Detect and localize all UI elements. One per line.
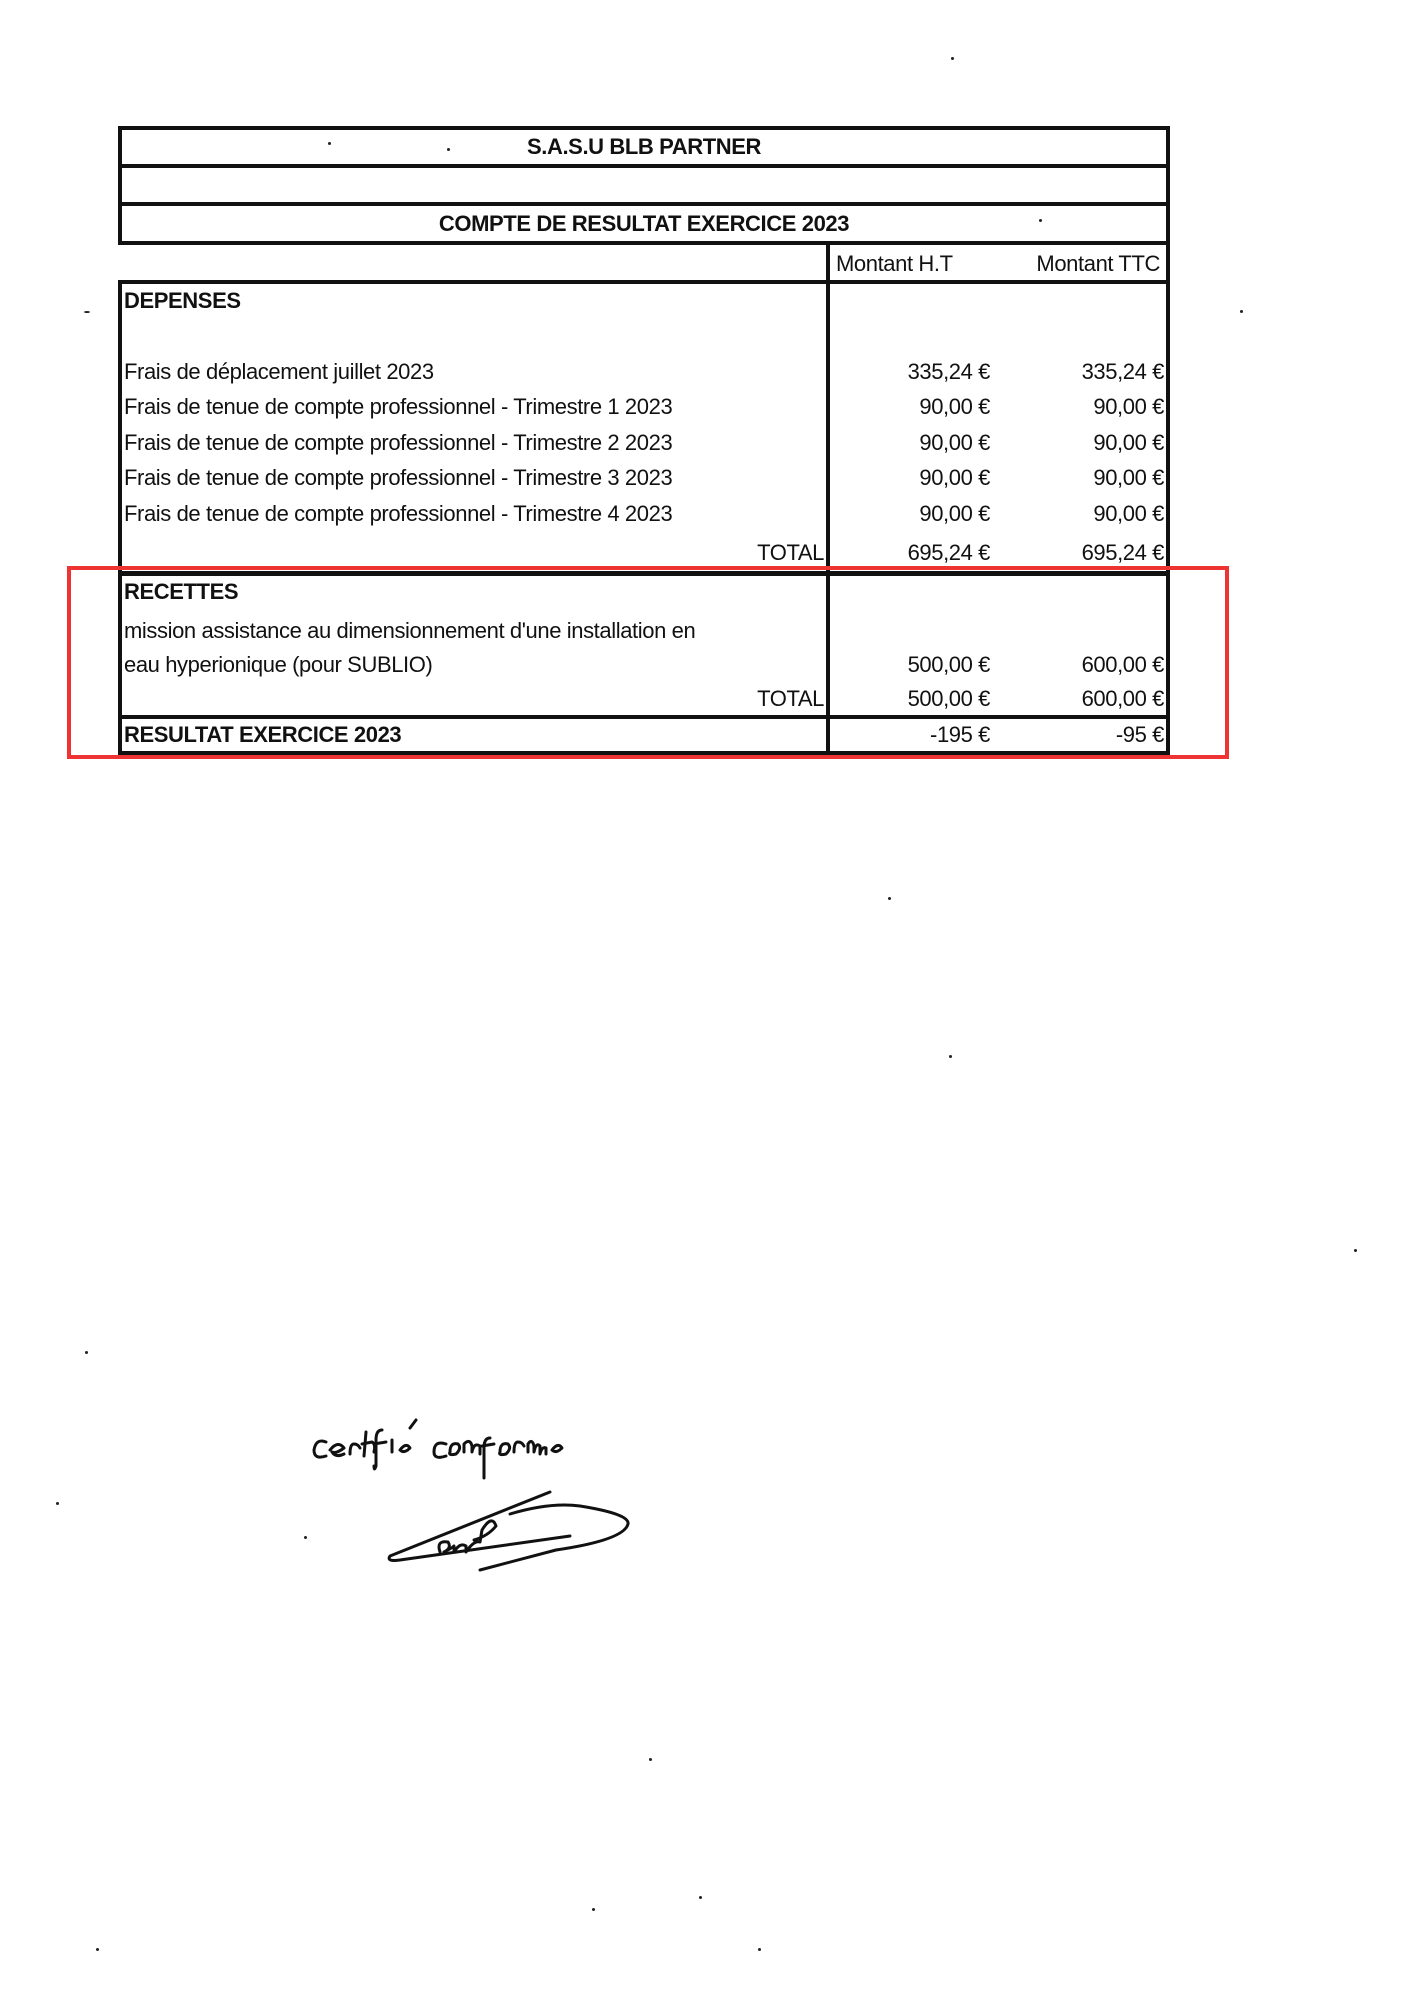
- income-label-line1: mission assistance au dimensionnement d'une installation en: [124, 618, 696, 643]
- resultat-ht: -195 €: [930, 722, 990, 747]
- scan-speck: [85, 1351, 88, 1354]
- expense-ttc: 90,00 €: [1093, 394, 1164, 419]
- scan-speck: [304, 1536, 307, 1539]
- depenses-total-ttc: 695,24 €: [1081, 540, 1164, 565]
- income-ttc: 600,00 €: [1081, 652, 1164, 677]
- company-name: S.A.S.U BLB PARTNER: [526, 134, 761, 159]
- recettes-total-ht: 500,00 €: [907, 686, 990, 711]
- income-ht: 500,00 €: [907, 652, 990, 677]
- scan-speck: [888, 897, 891, 900]
- page-title: COMPTE DE RESULTAT EXERCICE 2023: [438, 211, 850, 236]
- handwritten-certified-note: [300, 1410, 580, 1490]
- recettes-total-ttc: 600,00 €: [1081, 686, 1164, 711]
- scan-speck: [96, 1948, 99, 1951]
- scan-speck: [951, 57, 954, 60]
- expense-ttc: 90,00 €: [1093, 465, 1164, 490]
- column-header-ht: Montant H.T: [836, 251, 953, 276]
- depenses-total-ht: 695,24 €: [907, 540, 990, 565]
- expense-label: Frais de déplacement juillet 2023: [124, 359, 434, 384]
- expense-ttc: 335,24 €: [1081, 359, 1164, 384]
- expense-ttc: 90,00 €: [1093, 501, 1164, 526]
- scan-speck: [1354, 1249, 1357, 1252]
- scan-speck: [1039, 219, 1042, 222]
- scan-speck: [56, 1502, 59, 1505]
- resultat-ttc: -95 €: [1115, 722, 1164, 747]
- scan-speck: [592, 1908, 595, 1911]
- expense-label: Frais de tenue de compte professionnel - Trimestre 1 2023: [124, 394, 673, 419]
- scan-speck: [447, 148, 450, 151]
- expense-ttc: 90,00 €: [1093, 430, 1164, 455]
- scan-speck: [699, 1896, 702, 1899]
- resultat-label: RESULTAT EXERCICE 2023: [124, 722, 402, 747]
- expense-ht: 90,00 €: [919, 501, 990, 526]
- expense-label: Frais de tenue de compte professionnel - Trimestre 3 2023: [124, 465, 673, 490]
- expense-ht: 90,00 €: [919, 394, 990, 419]
- expense-label: Frais de tenue de compte professionnel - Trimestre 4 2023: [124, 501, 673, 526]
- depenses-total-label: TOTAL: [757, 540, 824, 565]
- highlight-box: [67, 566, 1229, 759]
- income-label-line2: eau hyperionique (pour SUBLIO): [124, 652, 433, 677]
- scan-speck: [649, 1758, 652, 1761]
- expense-ht: 90,00 €: [919, 430, 990, 455]
- blank-row-box: [118, 164, 1170, 206]
- depenses-heading: DEPENSES: [124, 288, 241, 313]
- expense-ht: 90,00 €: [919, 465, 990, 490]
- scan-speck: [1240, 310, 1243, 313]
- recettes-total-label: TOTAL: [757, 686, 824, 711]
- scan-speck: [328, 142, 331, 145]
- expense-label: Frais de tenue de compte professionnel - Trimestre 2 2023: [124, 430, 673, 455]
- expense-ht: 335,24 €: [907, 359, 990, 384]
- depenses-section: [118, 280, 1170, 575]
- column-header-ttc: Montant TTC: [1036, 251, 1160, 276]
- recettes-heading: RECETTES: [124, 579, 239, 604]
- signature-icon: [380, 1490, 640, 1590]
- scan-speck: [758, 1948, 761, 1951]
- scan-speck: [84, 311, 90, 313]
- scan-speck: [949, 1055, 952, 1058]
